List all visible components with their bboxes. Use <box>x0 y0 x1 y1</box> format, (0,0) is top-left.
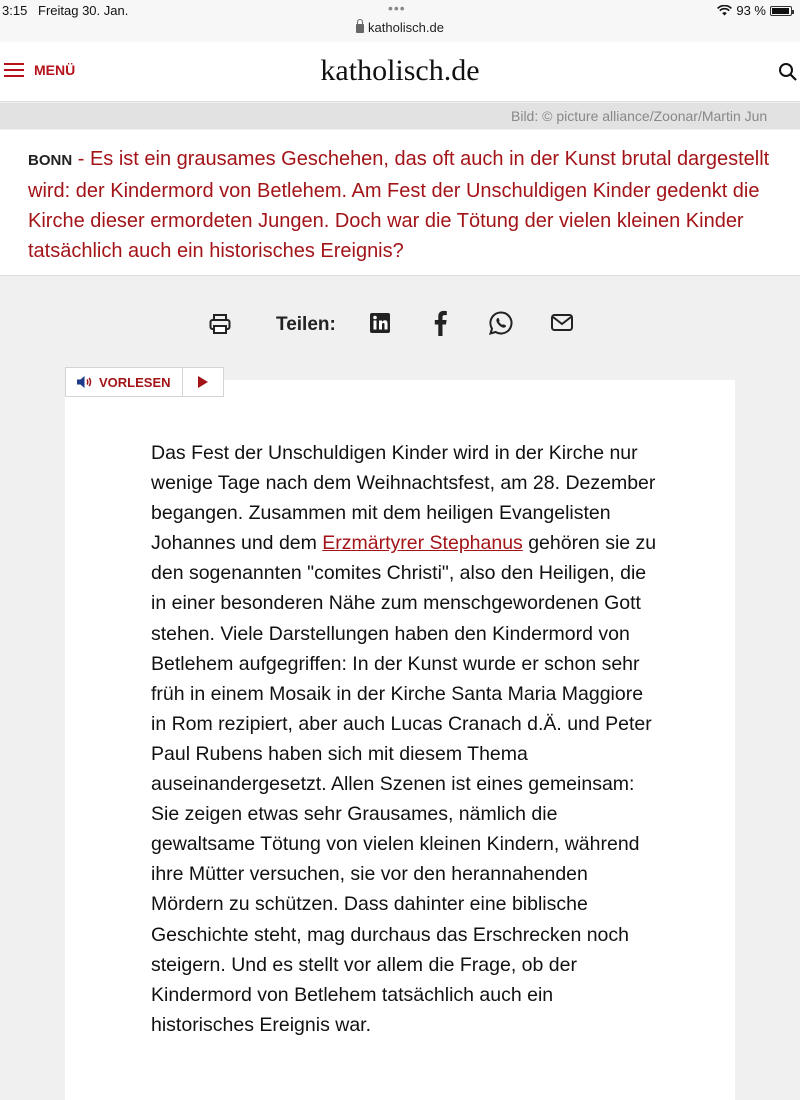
battery-icon <box>770 6 792 16</box>
lead-text: - Es ist ein grausames Geschehen, das oft auch in der Kunst brutal dargestellt wird: der Kindermord von Betlehem. Am Fest der Unschuldigen Kinder gedenkt die Kirche dieser ermordeten Jungen. Doch war die Tötung der vielen kleinen Kinder tatsächlich auch ein historisches Ereignis? <box>28 148 770 262</box>
search-icon[interactable] <box>778 62 798 82</box>
status-indicators <box>717 3 792 18</box>
wifi-icon <box>717 5 732 16</box>
paragraph-text-2: gehören sie zu den sogenannten "comites Christi", also den Heiligen, die in einer besonderen Nähe zum menschgewordenen Gott stehen. Viele Darstellungen haben den Kindermord von Betlehem aufgegriffen: In der Kunst wurde er schon sehr früh in einem Mosaik in der Kirche Santa Maria Maggiore in Rom rezipiert, aber auch Lucas Cranach d.Ä. und Peter Paul Rubens haben sich mit diesem Thema auseinandergesetzt. Allen Szenen ist eines gemeinsam: Sie zeigen etwas sehr Grausames, nämlich die gewaltsame Tötung von vielen kleinen Kindern, während ihre Mütter versuchen, sie vor den herannahenden Mördern zu schützen. Dass dahinter eine biblische Geschichte steht, mag durchaus das Erschrecken noch steigern. Und es stellt vor allem die Frage, ob der Kindermord von Betlehem tatsächlich auch ein historisches Ereignis war. <box>151 532 657 1036</box>
dateline: BONN <box>28 152 73 169</box>
status-date: Freitag 30. Jan. <box>38 3 129 18</box>
mail-icon[interactable] <box>550 312 574 334</box>
read-aloud-label: VORLESEN <box>99 374 171 390</box>
address-url: katholisch.de <box>368 20 444 35</box>
status-time: 3:15 <box>2 3 28 18</box>
share-bar <box>0 306 800 346</box>
menu-label: MENÜ <box>34 62 76 78</box>
paragraph-text-1: Das Fest der Unschuldigen Kinder wird in der Kirche nur wenige Tage nach dem Weihnachtsfest, am 28. Dezember begangen. Zusammen mit dem heiligen Evangelisten Johannes und dem <box>151 442 656 555</box>
article-paragraph <box>151 438 661 1040</box>
image-credit <box>0 103 800 129</box>
share-label: Teilen: <box>276 314 336 335</box>
tab-dots-icon[interactable]: ••• <box>388 0 406 16</box>
site-logo[interactable]: katholisch.de <box>320 54 480 87</box>
status-bar <box>0 0 800 42</box>
lock-icon <box>356 24 364 33</box>
site-header <box>0 42 800 102</box>
speaker-icon <box>76 375 94 389</box>
article-lead <box>0 130 800 276</box>
play-icon <box>197 375 209 389</box>
link-erzmaertyrer-stephanus[interactable]: Erzmärtyrer Stephanus <box>322 532 523 555</box>
address-bar[interactable] <box>0 20 800 35</box>
whatsapp-icon[interactable] <box>488 310 514 336</box>
read-aloud-button[interactable] <box>66 368 183 396</box>
linkedin-icon[interactable] <box>369 312 391 334</box>
battery-percent: 93 % <box>736 3 766 18</box>
facebook-icon[interactable] <box>432 310 448 336</box>
image-credit-text: Bild: © picture alliance/Zoonar/Martin Jun <box>511 108 768 124</box>
print-icon[interactable] <box>208 312 232 336</box>
play-button[interactable] <box>183 368 223 396</box>
read-aloud-widget <box>65 367 224 397</box>
